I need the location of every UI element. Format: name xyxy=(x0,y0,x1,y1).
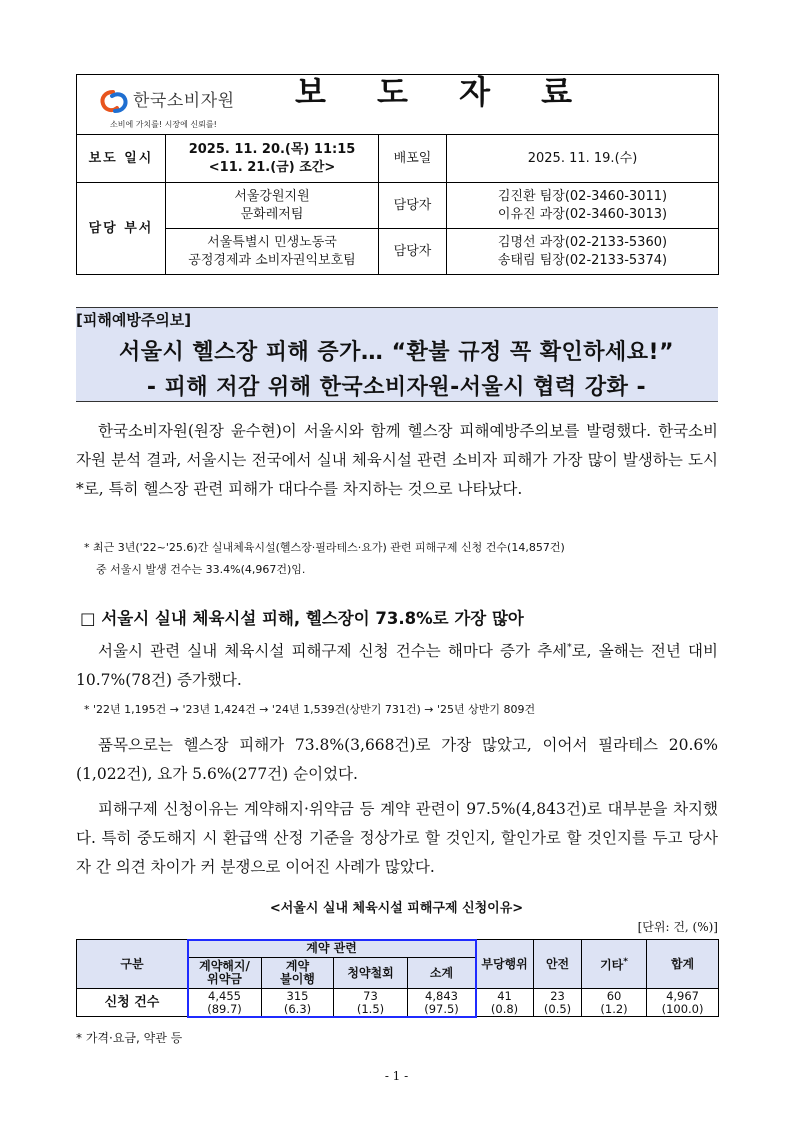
reason-paragraph: 피해구제 신청이유는 계약해지·위약금 등 계약 관련이 97.5%(4,843건)로 대부분을 차지했다. 특히 중도해지 시 환급액 산정 기준을 정상가로 할 것인지, 할인가로 할 것인지를 두고 당사자 간 의견 차이가 커 분쟁으로 이어진 사례가 많았다. xyxy=(76,800,718,876)
logo-slogan: 소비에 가치를! 시장에 신뢰를! xyxy=(110,120,217,129)
col-category: 구분 xyxy=(77,940,188,989)
trend-footnote-mark: * xyxy=(567,643,572,653)
department-1-team: 문화레저팀 xyxy=(240,206,304,222)
category-paragraph: 품목으로는 헬스장 피해가 73.8%(3,668건)로 가장 많았고, 이어서 필라테스 20.6%(1,022건), 요가 5.6%(277건) 순이었다. xyxy=(76,736,718,783)
contact-1 xyxy=(447,183,719,229)
cell-total xyxy=(647,989,719,1017)
department-label: 담당 부서 xyxy=(77,183,166,275)
release-date-label: 보도 일시 xyxy=(77,135,166,183)
table-footnote: * 가격·요금, 약관 등 xyxy=(76,1031,183,1045)
col-nonperformance: 계약 불이행 xyxy=(262,958,334,989)
intro-paragraph: 한국소비자원(원장 윤수현)이 서울시와 함께 헬스장 피해예방주의보를 발령했다. 한국소비자원 분석 결과, 서울시는 전국에서 실내 체육시설 관련 소비자 피해가 가장 많이 발생하는 도시*로, 특히 헬스장 관련 피해가 대다수를 차지하는 것으로 나타났다. xyxy=(76,422,718,498)
press-release-title: 보 도 자 료 xyxy=(295,73,593,111)
percent: (89.7) xyxy=(207,1001,242,1016)
contact-label-1: 담당자 xyxy=(379,183,447,229)
press-header-table xyxy=(76,74,719,275)
count: 4,455 xyxy=(208,988,241,1003)
cell-safety xyxy=(534,989,582,1017)
trend-text-a: 서울시 관련 실내 체육시설 피해구제 신청 건수는 해마다 증가 추세 xyxy=(98,642,568,661)
contact-2 xyxy=(447,229,719,275)
distribution-label: 배포일 xyxy=(379,135,447,183)
col-other-mark: * xyxy=(623,957,628,967)
col-withdrawal: 청약철회 xyxy=(334,958,408,989)
cell-unfair xyxy=(476,989,534,1017)
table-unit: [단위: 건, (%)] xyxy=(637,920,718,934)
col-other xyxy=(582,940,647,989)
department-1-office: 서울강원지원 xyxy=(234,188,310,204)
contact-1-person-b: 이유진 과장(02-3460-3013) xyxy=(497,206,668,222)
kca-logo xyxy=(97,85,265,129)
intro-footnote-line-1: * 최근 3년('22~'25.6)간 실내체육시설(헬스장·필라테스·요가) 관련 피해구제 신청 건수(14,857건) xyxy=(84,541,565,554)
trend-text-b: 로, 올해는 전년 대비 10.7%(78건) 증가했다. xyxy=(76,642,718,690)
trend-paragraph xyxy=(76,634,718,695)
count: 41 xyxy=(497,988,512,1003)
header-title-cell xyxy=(77,75,719,135)
percent: (1.5) xyxy=(356,1001,385,1016)
col-safety: 안전 xyxy=(534,940,582,989)
count: 73 xyxy=(363,988,378,1003)
col-termination: 계약해지/ 위약금 xyxy=(188,958,262,989)
department-2 xyxy=(166,229,379,275)
department-2-office: 서울특별시 민생노동국 xyxy=(207,234,337,250)
table-title: <서울시 실내 체육시설 피해구제 신청이유> xyxy=(269,901,524,916)
percent: (0.8) xyxy=(490,1001,519,1016)
col-total: 합계 xyxy=(647,940,719,989)
trend-footnote: * '22년 1,195건 → '23년 1,424건 → '24년 1,539건(상반기 731건) → '25년 상반기 809건 xyxy=(84,703,536,716)
col-subtotal: 소계 xyxy=(408,958,476,989)
percent: (6.3) xyxy=(283,1001,312,1016)
cell-other xyxy=(582,989,647,1017)
col-other-label: 기타 xyxy=(600,958,624,972)
count: 4,843 xyxy=(425,988,458,1003)
distribution-date: 2025. 11. 19.(수) xyxy=(447,135,719,183)
release-edition: <11. 21.(금) 조간> xyxy=(208,159,336,175)
percent: (0.5) xyxy=(543,1001,572,1016)
count: 60 xyxy=(606,988,622,1003)
contact-1-person-a: 김진환 팀장(02-3460-3011) xyxy=(497,188,668,204)
contact-2-person-a: 김명선 과장(02-2133-5360) xyxy=(497,234,668,250)
logo-name: 한국소비자원 xyxy=(133,91,235,111)
count: 23 xyxy=(550,988,565,1003)
count: 4,967 xyxy=(666,988,700,1003)
alert-tag: [피해예방주의보] xyxy=(76,311,192,329)
headline-main: 서울시 헬스장 피해 증가… “환불 규정 꼭 확인하세요!” xyxy=(118,340,675,365)
intro-footnote-line-2: 중 서울시 발생 건수는 33.4%(4,967건)임. xyxy=(96,563,306,576)
col-group-contract: 계약 관련 xyxy=(188,940,476,958)
section-heading: □ 서울시 실내 체육시설 피해, 헬스장이 73.8%로 가장 많아 xyxy=(80,609,524,628)
contract-highlight-frame xyxy=(187,939,477,1018)
department-1 xyxy=(166,183,379,229)
release-datetime: 2025. 11. 20.(목) 11:15 xyxy=(188,141,356,157)
release-date-value xyxy=(166,135,379,183)
contact-label-2: 담당자 xyxy=(379,229,447,275)
headline-sub: - 피해 저감 위해 한국소비자원-서울시 협력 강화 - xyxy=(146,375,647,400)
kca-logo-icon xyxy=(99,89,129,115)
percent: (100.0) xyxy=(661,1001,704,1016)
percent: (1.2) xyxy=(600,1001,628,1016)
row-label: 신청 건수 xyxy=(77,989,188,1017)
page-number: - 1 - xyxy=(384,1069,409,1083)
intro-footnote xyxy=(84,537,724,581)
department-2-team: 공정경제과 소비자권익보호팀 xyxy=(188,252,356,268)
percent: (97.5) xyxy=(424,1001,459,1016)
col-unfair: 부당행위 xyxy=(476,940,534,989)
count: 315 xyxy=(286,988,309,1003)
contact-2-person-b: 송태림 팀장(02-2133-5374) xyxy=(497,252,668,268)
